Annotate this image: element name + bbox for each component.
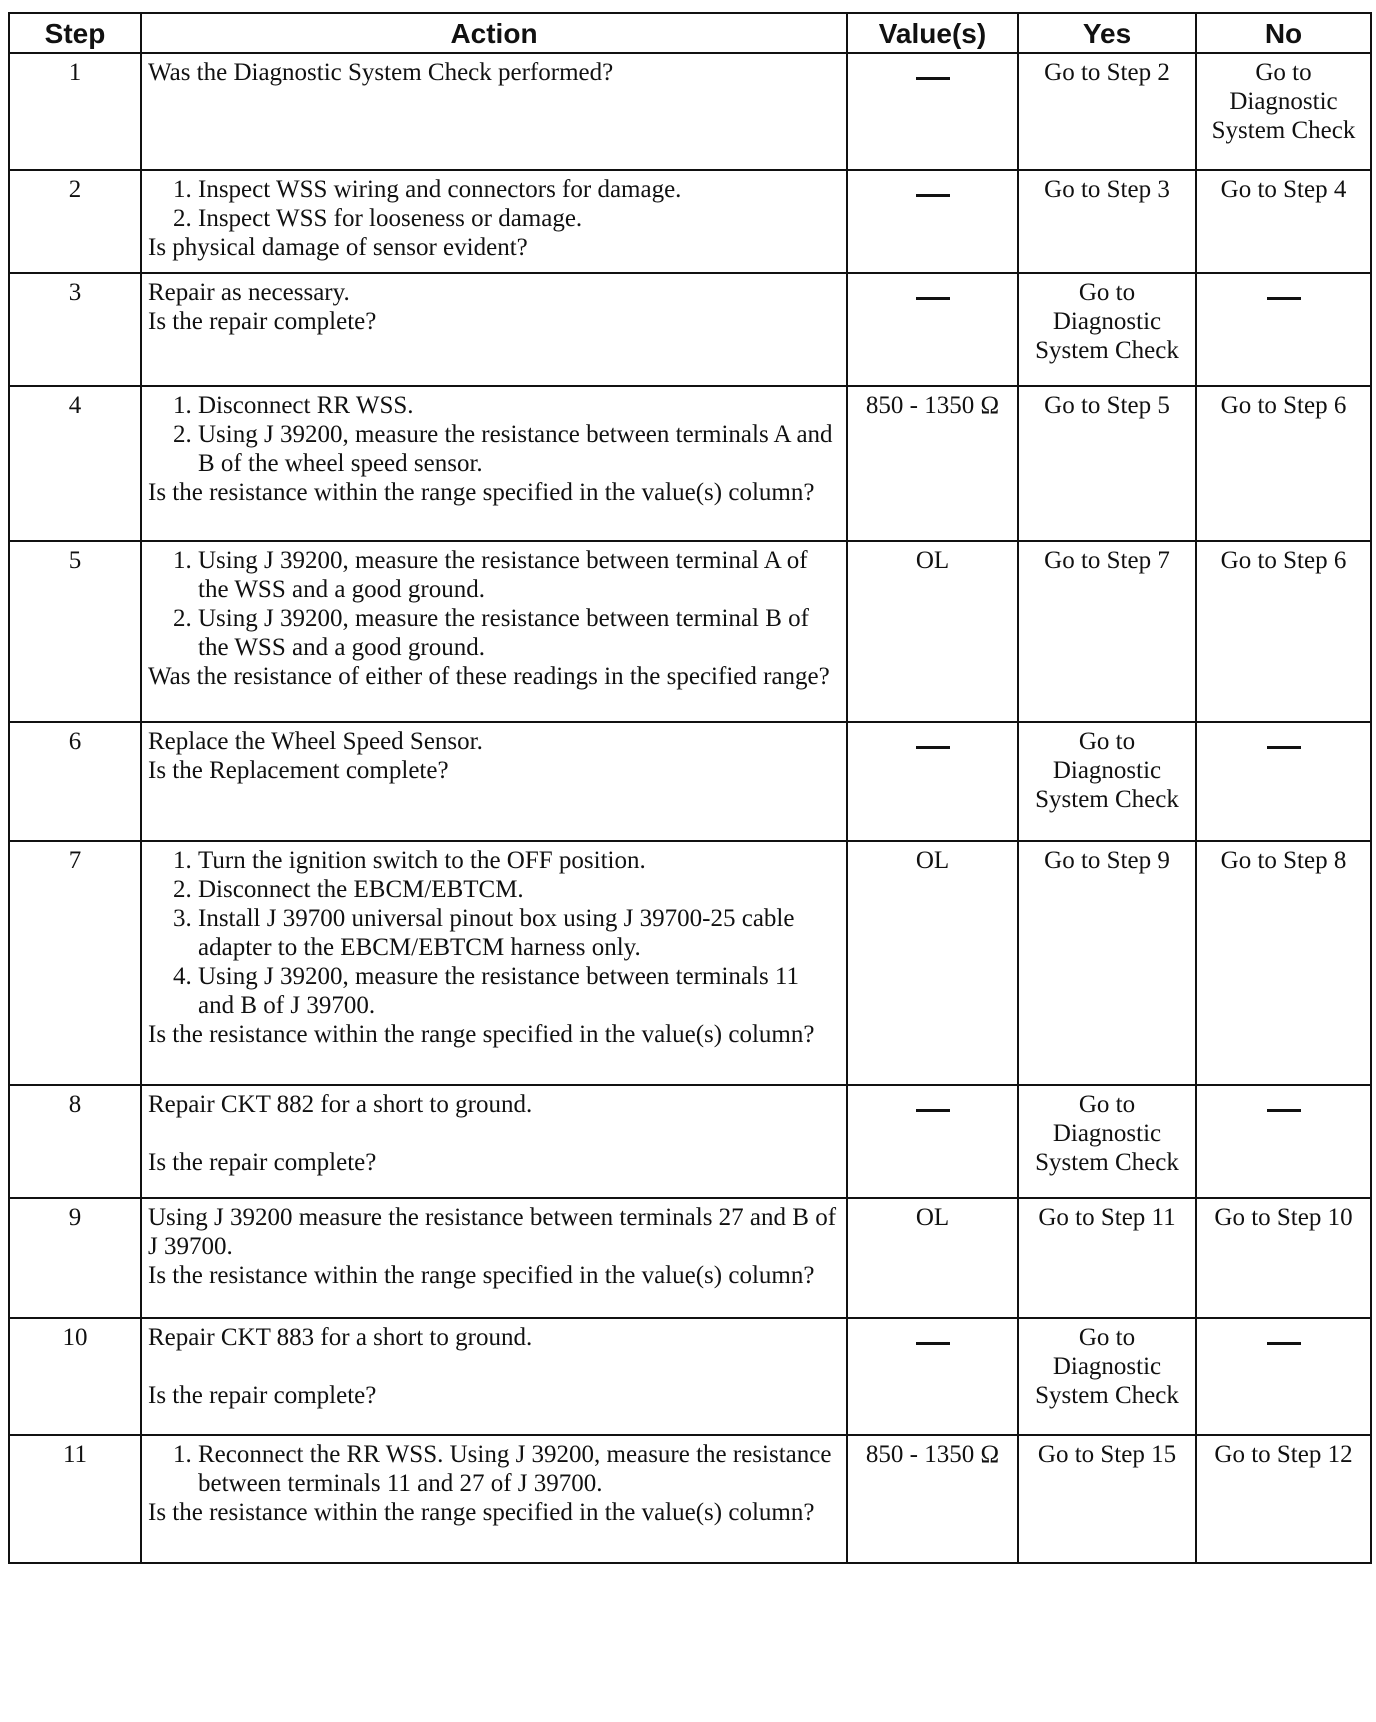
action-question: Was the Diagnostic System Check performed? <box>148 59 614 86</box>
action-cell <box>141 1435 847 1563</box>
yes-cell: Go to Step 11 <box>1018 1198 1196 1318</box>
yes-cell: Go to Step 5 <box>1018 386 1196 541</box>
step-number: 2 <box>9 170 141 273</box>
action-question: Is the resistance within the range specified in the value(s) column? <box>148 1262 815 1289</box>
dash-mark <box>1267 746 1301 749</box>
yes-cell: Go to Diagnostic System Check <box>1018 1318 1196 1435</box>
value-cell: 850 - 1350 Ω <box>847 386 1018 541</box>
table-row <box>9 53 1371 170</box>
action-cell <box>141 273 847 386</box>
dash-mark <box>1267 297 1301 300</box>
no-cell: Go to Diagnostic System Check <box>1196 53 1371 170</box>
yes-cell: Go to Step 3 <box>1018 170 1196 273</box>
yes-cell: Go to Step 15 <box>1018 1435 1196 1563</box>
value-cell: 850 - 1350 Ω <box>847 1435 1018 1563</box>
action-steps-list <box>148 175 840 233</box>
action-steps-list <box>148 846 840 1020</box>
step-number: 11 <box>9 1435 141 1563</box>
no-cell: Go to Step 8 <box>1196 841 1371 1085</box>
no-cell <box>1196 1085 1371 1198</box>
value-cell <box>847 170 1018 273</box>
dash-mark <box>916 297 950 300</box>
yes-cell: Go to Diagnostic System Check <box>1018 1085 1196 1198</box>
step-number: 9 <box>9 1198 141 1318</box>
no-cell: Go to Step 4 <box>1196 170 1371 273</box>
value-cell: OL <box>847 1198 1018 1318</box>
step-number: 3 <box>9 273 141 386</box>
header-step: Step <box>9 13 141 53</box>
table-row <box>9 722 1371 841</box>
table-row <box>9 386 1371 541</box>
action-question: Is the repair complete? <box>148 1382 377 1409</box>
dash-mark <box>916 746 950 749</box>
value-cell <box>847 273 1018 386</box>
step-number: 4 <box>9 386 141 541</box>
action-cell <box>141 53 847 170</box>
action-question: Is the Replacement complete? <box>148 757 449 784</box>
action-step: 3. Install J 39700 universal pinout box using J 39700-25 cable adapter to the EBCM/EBTCM harness only. <box>198 904 840 962</box>
value-cell <box>847 53 1018 170</box>
action-question: Was the resistance of either of these readings in the specified range? <box>148 663 830 690</box>
step-number: 1 <box>9 53 141 170</box>
action-step: 1. Reconnect the RR WSS. Using J 39200, measure the resistance between terminals 11 and 27 of J 39700. <box>198 1440 840 1498</box>
action-text: Using J 39200 measure the resistance between terminals 27 and B of J 39700. <box>148 1204 837 1260</box>
action-text: Repair as necessary. <box>148 279 350 306</box>
table-row <box>9 841 1371 1085</box>
header-values: Value(s) <box>847 13 1018 53</box>
action-text: Repair CKT 883 for a short to ground. <box>148 1324 533 1351</box>
value-cell <box>847 1085 1018 1198</box>
yes-cell: Go to Diagnostic System Check <box>1018 722 1196 841</box>
action-cell <box>141 386 847 541</box>
no-cell <box>1196 722 1371 841</box>
no-cell <box>1196 273 1371 386</box>
action-cell <box>141 541 847 722</box>
header-action: Action <box>141 13 847 53</box>
no-cell <box>1196 1318 1371 1435</box>
step-number: 7 <box>9 841 141 1085</box>
table-row <box>9 1318 1371 1435</box>
step-number: 5 <box>9 541 141 722</box>
action-step: 4. Using J 39200, measure the resistance between terminals 11 and B of J 39700. <box>198 962 840 1020</box>
action-step: 1. Using J 39200, measure the resistance between terminal A of the WSS and a good ground. <box>198 546 840 604</box>
dash-mark <box>916 194 950 197</box>
action-step: 1. Inspect WSS wiring and connectors for damage. <box>198 175 840 204</box>
action-cell <box>141 1198 847 1318</box>
header-row <box>9 13 1371 53</box>
action-question: Is the resistance within the range specified in the value(s) column? <box>148 1499 815 1526</box>
step-number: 10 <box>9 1318 141 1435</box>
step-number: 6 <box>9 722 141 841</box>
table-body <box>9 53 1371 1563</box>
action-cell <box>141 1085 847 1198</box>
action-steps-list <box>148 391 840 478</box>
no-cell: Go to Step 6 <box>1196 541 1371 722</box>
action-cell <box>141 722 847 841</box>
table-row <box>9 170 1371 273</box>
yes-cell: Go to Step 9 <box>1018 841 1196 1085</box>
action-step: 2. Disconnect the EBCM/EBTCM. <box>198 875 840 904</box>
yes-cell: Go to Step 2 <box>1018 53 1196 170</box>
dash-mark <box>916 1109 950 1112</box>
action-cell <box>141 1318 847 1435</box>
dash-mark <box>1267 1109 1301 1112</box>
table-row <box>9 1085 1371 1198</box>
diagnostic-table <box>8 12 1372 1564</box>
dash-mark <box>1267 1342 1301 1345</box>
dash-mark <box>916 1342 950 1345</box>
action-cell <box>141 841 847 1085</box>
no-cell: Go to Step 6 <box>1196 386 1371 541</box>
value-cell: OL <box>847 541 1018 722</box>
dash-mark <box>916 77 950 80</box>
yes-cell: Go to Diagnostic System Check <box>1018 273 1196 386</box>
action-question: Is the repair complete? <box>148 308 377 335</box>
action-step: 1. Turn the ignition switch to the OFF position. <box>198 846 840 875</box>
header-no: No <box>1196 13 1371 53</box>
action-step: 2. Inspect WSS for looseness or damage. <box>198 204 840 233</box>
action-text: Repair CKT 882 for a short to ground. <box>148 1091 533 1118</box>
no-cell: Go to Step 10 <box>1196 1198 1371 1318</box>
table-row <box>9 541 1371 722</box>
action-step: 2. Using J 39200, measure the resistance between terminal B of the WSS and a good ground. <box>198 604 840 662</box>
action-steps-list <box>148 1440 840 1498</box>
no-cell: Go to Step 12 <box>1196 1435 1371 1563</box>
header-yes: Yes <box>1018 13 1196 53</box>
table-row <box>9 273 1371 386</box>
table-row <box>9 1198 1371 1318</box>
step-number: 8 <box>9 1085 141 1198</box>
action-question: Is the resistance within the range specified in the value(s) column? <box>148 479 815 506</box>
action-text: Replace the Wheel Speed Sensor. <box>148 728 483 755</box>
action-question: Is physical damage of sensor evident? <box>148 234 528 261</box>
action-cell <box>141 170 847 273</box>
value-cell <box>847 722 1018 841</box>
value-cell: OL <box>847 841 1018 1085</box>
value-cell <box>847 1318 1018 1435</box>
table-row <box>9 1435 1371 1563</box>
action-question: Is the resistance within the range specified in the value(s) column? <box>148 1021 815 1048</box>
action-steps-list <box>148 546 840 662</box>
yes-cell: Go to Step 7 <box>1018 541 1196 722</box>
action-question: Is the repair complete? <box>148 1149 377 1176</box>
action-step: 2. Using J 39200, measure the resistance between terminals A and B of the wheel speed sensor. <box>198 420 840 478</box>
action-step: 1. Disconnect RR WSS. <box>198 391 840 420</box>
